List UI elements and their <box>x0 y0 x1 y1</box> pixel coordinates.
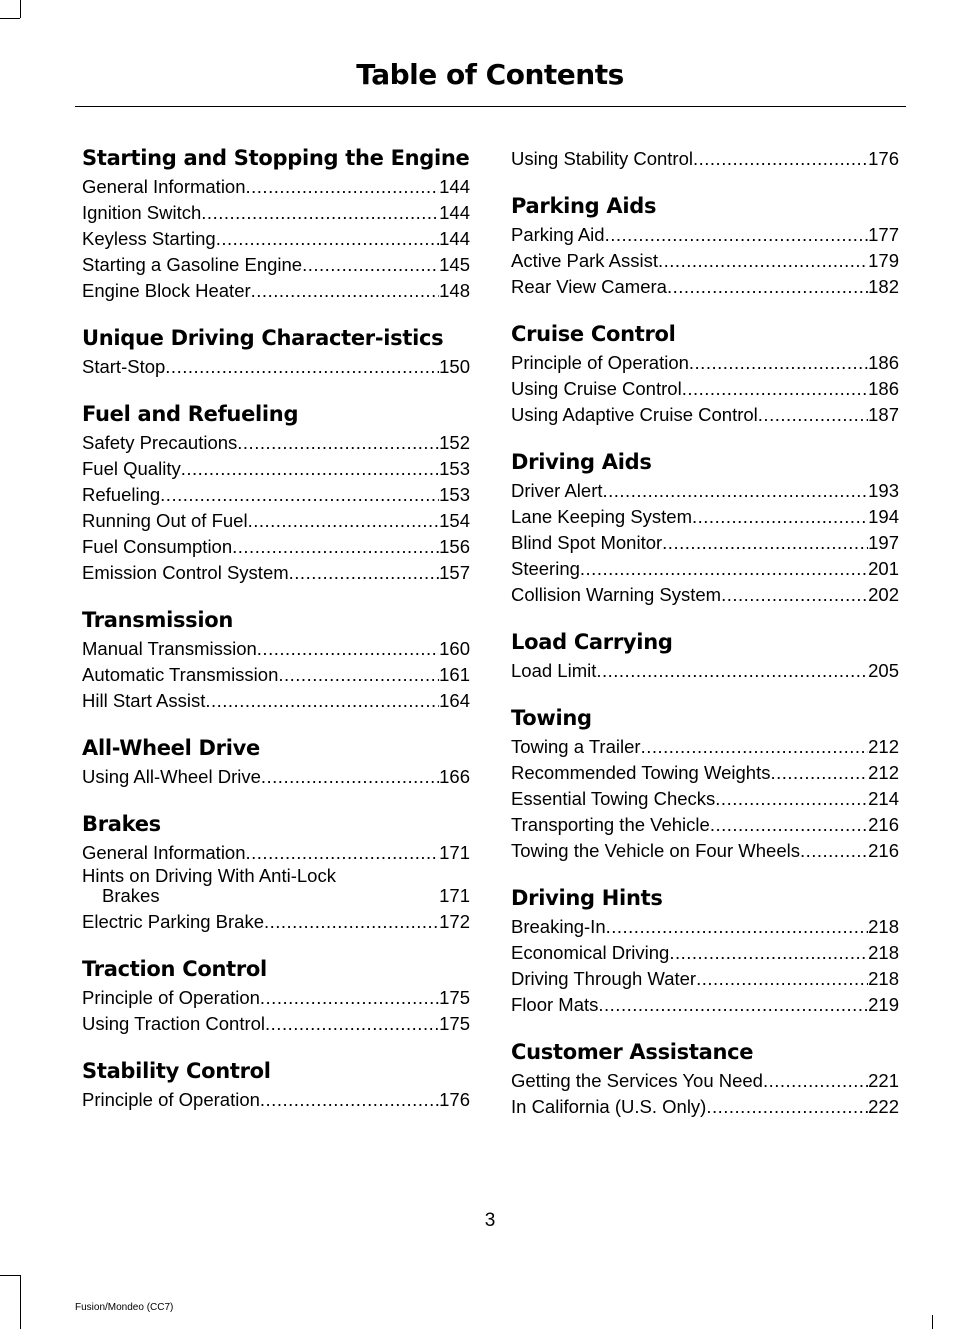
leader-dots <box>260 985 439 1011</box>
entry-page-number: 152 <box>439 432 470 453</box>
leader-dots <box>165 354 439 380</box>
entry-page-number: 214 <box>868 788 899 809</box>
toc-entry[interactable] <box>511 1094 899 1120</box>
toc-entry[interactable] <box>82 1011 470 1037</box>
entry-label: Using Adaptive Cruise Control <box>511 404 758 425</box>
entry-label: Getting the Services You Need <box>511 1070 763 1091</box>
toc-entry[interactable] <box>82 636 470 662</box>
leader-dots <box>692 504 868 530</box>
section-heading: Customer Assistance <box>511 1040 754 1064</box>
entry-page-number: 161 <box>439 664 470 685</box>
entry-label: Hints on Driving With Anti-Lock <box>82 865 336 886</box>
entry-page-number: 176 <box>439 1089 470 1110</box>
entry-label: Economical Driving <box>511 942 670 963</box>
leader-dots <box>596 658 868 684</box>
entry-label: Towing the Vehicle on Four Wheels <box>511 840 800 861</box>
toc-section <box>511 194 899 300</box>
leader-dots <box>598 992 868 1018</box>
toc-section <box>82 326 470 380</box>
toc-entry[interactable] <box>511 812 899 838</box>
toc-left-column <box>82 146 470 1135</box>
toc-entry[interactable] <box>511 838 899 864</box>
entry-label: Automatic Transmission <box>82 664 279 685</box>
toc-entry[interactable] <box>511 222 899 248</box>
entry-label: Steering <box>511 558 580 579</box>
entry-label: In California (U.S. Only) <box>511 1096 707 1117</box>
entry-label: Hill Start Assist <box>82 690 206 711</box>
toc-entry[interactable] <box>511 760 899 786</box>
leader-dots <box>669 940 868 966</box>
toc-section <box>511 1040 899 1120</box>
leader-dots <box>232 534 439 560</box>
leader-dots <box>289 560 439 586</box>
entry-page-number: 153 <box>439 484 470 505</box>
entry-page-number: 187 <box>868 404 899 425</box>
entry-page-number: 160 <box>439 638 470 659</box>
entry-page-number: 212 <box>868 736 899 757</box>
entry-page-number: 148 <box>439 280 470 301</box>
entry-page-number: 172 <box>439 911 470 932</box>
leader-dots <box>261 764 439 790</box>
leader-dots <box>278 662 439 688</box>
entry-label: Principle of Operation <box>82 987 260 1008</box>
toc-section <box>82 146 470 304</box>
toc-entry[interactable] <box>511 1068 899 1094</box>
leader-dots <box>201 200 439 226</box>
entry-page-number: 216 <box>868 814 899 835</box>
entry-page-number: 201 <box>868 558 899 579</box>
entry-label: Active Park Assist <box>511 250 659 271</box>
leader-dots <box>682 376 868 402</box>
entry-label: Starting a Gasoline Engine <box>82 254 303 275</box>
toc-entry[interactable] <box>511 402 899 428</box>
toc-section <box>82 957 470 1037</box>
entry-page-number: 157 <box>439 562 470 583</box>
entry-label: Fuel Consumption <box>82 536 233 557</box>
toc-entry[interactable] <box>511 376 899 402</box>
toc-entry[interactable] <box>511 146 899 172</box>
leader-dots <box>265 1011 439 1037</box>
toc-section <box>82 1059 470 1113</box>
entry-page-number: 171 <box>439 842 470 863</box>
leader-dots <box>257 636 439 662</box>
leader-dots <box>205 688 439 714</box>
toc-entry[interactable] <box>82 662 470 688</box>
entry-label: Rear View Camera <box>511 276 667 297</box>
section-heading: Stability Control <box>82 1059 271 1083</box>
entry-label: Floor Mats <box>511 994 599 1015</box>
toc-entry[interactable] <box>511 478 899 504</box>
entry-label: Towing a Trailer <box>511 736 641 757</box>
entry-label: Refueling <box>82 484 161 505</box>
toc-entry[interactable] <box>511 658 899 684</box>
toc-entry[interactable] <box>511 914 899 940</box>
crop-mark <box>20 1275 21 1329</box>
leader-dots <box>763 1068 868 1094</box>
page-title: Table of Contents <box>356 58 624 91</box>
toc-entry[interactable] <box>82 688 470 714</box>
entry-page-number: 186 <box>868 378 899 399</box>
section-heading: Load Carrying <box>511 630 673 654</box>
entry-label: Engine Block Heater <box>82 280 251 301</box>
entry-label: Using Cruise Control <box>511 378 682 399</box>
entry-page-number: 175 <box>439 987 470 1008</box>
entry-label: Electric Parking Brake <box>82 911 264 932</box>
page-number: 3 <box>484 1210 496 1231</box>
entry-label: Recommended Towing Weights <box>511 762 771 783</box>
section-heading: Driving Hints <box>511 886 663 910</box>
entry-page-number: 177 <box>868 224 899 245</box>
entry-label: Principle of Operation <box>82 1089 260 1110</box>
section-heading: Parking Aids <box>511 194 657 218</box>
entry-label: General Information <box>82 842 246 863</box>
entry-label: Breaking-In <box>511 916 606 937</box>
leader-dots <box>580 556 868 582</box>
toc-section <box>511 450 899 608</box>
leader-dots <box>264 909 439 935</box>
toc-entry[interactable] <box>82 1087 470 1113</box>
entry-page-number: 156 <box>439 536 470 557</box>
entry-page-number: 150 <box>439 356 470 377</box>
entry-page-number: 212 <box>868 762 899 783</box>
entry-page-number: 218 <box>868 916 899 937</box>
leader-dots <box>770 760 868 786</box>
entry-continuation-line <box>82 886 470 906</box>
entry-label: Collision Warning System <box>511 584 722 605</box>
entry-label: Load Limit <box>511 660 597 681</box>
entry-page-number: 194 <box>868 506 899 527</box>
toc-entry[interactable] <box>82 226 470 252</box>
crop-mark <box>0 1275 20 1276</box>
entry-page-number: 221 <box>868 1070 899 1091</box>
entry-page-number: 205 <box>868 660 899 681</box>
toc-entry[interactable] <box>511 248 899 274</box>
leader-dots <box>696 966 868 992</box>
entry-label: Safety Precautions <box>82 432 238 453</box>
entry-label: Essential Towing Checks <box>511 788 716 809</box>
leader-dots <box>689 350 868 376</box>
leader-dots <box>693 146 868 172</box>
toc-entry[interactable] <box>511 556 899 582</box>
entry-page-number: 182 <box>868 276 899 297</box>
entry-page-number: 153 <box>439 458 470 479</box>
toc-entry[interactable] <box>82 252 470 278</box>
leader-dots <box>246 174 440 200</box>
entry-page-number: 175 <box>439 1013 470 1034</box>
leader-dots <box>248 508 440 534</box>
entry-page-number: 218 <box>868 968 899 989</box>
toc-entry[interactable] <box>511 582 899 608</box>
toc-section <box>82 608 470 714</box>
toc-entry[interactable] <box>511 530 899 556</box>
toc-entry[interactable] <box>511 274 899 300</box>
leader-dots <box>710 812 868 838</box>
entry-page-number: 186 <box>868 352 899 373</box>
leader-dots <box>216 226 439 252</box>
toc-entry[interactable] <box>511 786 899 812</box>
toc-entry[interactable] <box>82 560 470 586</box>
leader-dots <box>302 252 439 278</box>
toc-entry[interactable] <box>511 350 899 376</box>
entry-label: Emission Control System <box>82 562 289 583</box>
title-divider <box>75 106 906 107</box>
leader-dots <box>237 430 439 456</box>
leader-dots <box>606 914 869 940</box>
section-heading: Unique Driving Character-istics <box>82 326 444 350</box>
leader-dots <box>181 456 439 482</box>
leader-dots <box>160 482 439 508</box>
entry-label: Driving Through Water <box>511 968 697 989</box>
leader-dots <box>251 278 439 304</box>
crop-mark <box>0 18 20 19</box>
toc-section <box>511 886 899 1018</box>
leader-dots <box>260 1087 439 1113</box>
toc-entry[interactable] <box>82 840 470 866</box>
entry-page-number: 145 <box>439 254 470 275</box>
section-heading: All-Wheel Drive <box>82 736 260 760</box>
toc-entry[interactable] <box>82 200 470 226</box>
entry-page-number: 144 <box>439 202 470 223</box>
toc-right-column <box>511 146 899 1142</box>
section-heading: Starting and Stopping the Engine <box>82 146 470 170</box>
leader-dots <box>667 274 868 300</box>
toc-entry[interactable] <box>82 909 470 935</box>
crop-mark <box>20 0 21 18</box>
entry-page-number: 193 <box>868 480 899 501</box>
entry-page-number: 154 <box>439 510 470 531</box>
entry-label: Using Traction Control <box>82 1013 266 1034</box>
toc-section <box>82 736 470 790</box>
entry-label: Using Stability Control <box>511 148 693 169</box>
crop-mark <box>932 1315 933 1329</box>
entry-page-number: 176 <box>868 148 899 169</box>
toc-entry[interactable] <box>511 734 899 760</box>
entry-label: Running Out of Fuel <box>82 510 248 531</box>
toc-entry[interactable] <box>511 940 899 966</box>
entry-page-number: 171 <box>439 885 470 906</box>
entry-label: General Information <box>82 176 246 197</box>
leader-dots <box>721 582 868 608</box>
entry-page-number: 216 <box>868 840 899 861</box>
toc-entry[interactable] <box>82 174 470 200</box>
entry-page-number: 222 <box>868 1096 899 1117</box>
section-heading: Towing <box>511 706 592 730</box>
leader-dots <box>605 222 869 248</box>
section-heading: Driving Aids <box>511 450 652 474</box>
leader-dots <box>641 734 869 760</box>
toc-section <box>82 402 470 586</box>
section-heading: Brakes <box>82 812 161 836</box>
entry-label: Keyless Starting <box>82 228 216 249</box>
leader-dots <box>706 1094 868 1120</box>
toc-entry[interactable] <box>82 482 470 508</box>
entry-label-continued: Brakes <box>102 885 160 906</box>
entry-page-number: 164 <box>439 690 470 711</box>
leader-dots <box>658 248 868 274</box>
entry-page-number: 202 <box>868 584 899 605</box>
entry-label: Principle of Operation <box>511 352 689 373</box>
entry-label: Transporting the Vehicle <box>511 814 710 835</box>
toc-entry[interactable] <box>511 966 899 992</box>
entry-page-number: 166 <box>439 766 470 787</box>
leader-dots <box>246 840 440 866</box>
entry-label: Blind Spot Monitor <box>511 532 663 553</box>
toc-entry[interactable] <box>511 992 899 1018</box>
entry-label: Ignition Switch <box>82 202 202 223</box>
entry-label: Driver Alert <box>511 480 603 501</box>
toc-section <box>511 322 899 428</box>
toc-entry[interactable] <box>82 456 470 482</box>
toc-entry[interactable] <box>82 534 470 560</box>
leader-dots <box>603 478 869 504</box>
toc-section <box>82 812 470 935</box>
entry-label: Lane Keeping System <box>511 506 693 527</box>
toc-entry[interactable] <box>82 508 470 534</box>
toc-entry[interactable] <box>82 430 470 456</box>
section-heading: Transmission <box>82 608 234 632</box>
leader-dots <box>715 786 868 812</box>
section-heading: Cruise Control <box>511 322 676 346</box>
entry-label: Start-Stop <box>82 356 166 377</box>
section-heading: Fuel and Refueling <box>82 402 299 426</box>
leader-dots <box>800 838 868 864</box>
entry-label: Parking Aid <box>511 224 605 245</box>
toc-entry[interactable] <box>511 504 899 530</box>
entry-label: Using All-Wheel Drive <box>82 766 261 787</box>
footer-model-label: Fusion/Mondeo (CC7) <box>75 1302 174 1313</box>
toc-entry[interactable] <box>82 985 470 1011</box>
entry-page-number: 144 <box>439 176 470 197</box>
toc-entry[interactable] <box>82 354 470 380</box>
toc-section <box>511 706 899 864</box>
entry-page-number: 197 <box>868 532 899 553</box>
entry-page-number: 219 <box>868 994 899 1015</box>
toc-entry[interactable] <box>82 278 470 304</box>
section-heading: Traction Control <box>82 957 267 981</box>
toc-section <box>511 146 899 172</box>
entry-page-number: 218 <box>868 942 899 963</box>
leader-dots <box>662 530 868 556</box>
leader-dots <box>758 402 868 428</box>
toc-section <box>511 630 899 684</box>
toc-entry[interactable] <box>82 866 470 909</box>
entry-label: Manual Transmission <box>82 638 257 659</box>
entry-page-number: 179 <box>868 250 899 271</box>
entry-label: Fuel Quality <box>82 458 181 479</box>
entry-page-number: 144 <box>439 228 470 249</box>
toc-entry[interactable] <box>82 764 470 790</box>
